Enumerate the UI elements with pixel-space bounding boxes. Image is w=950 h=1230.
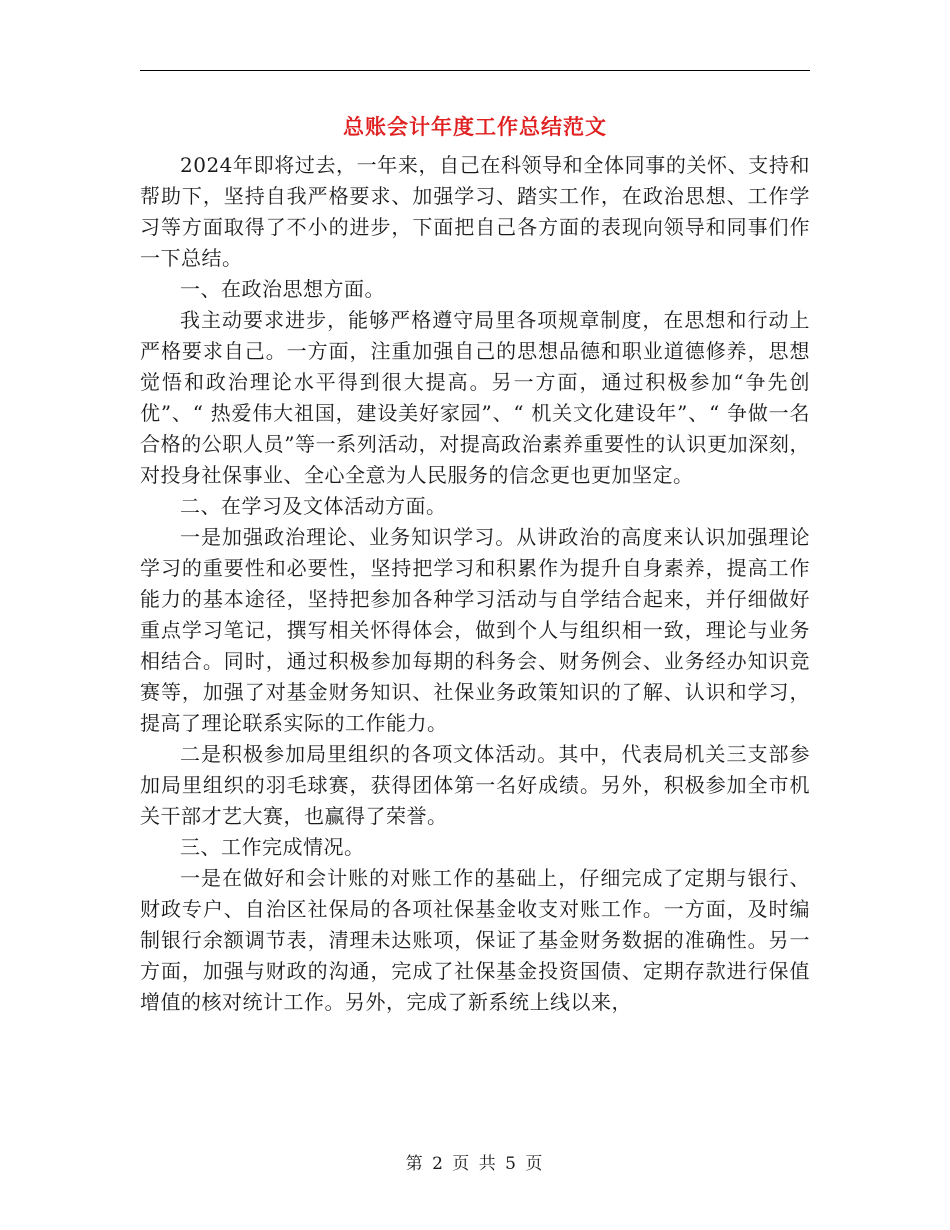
section-heading-study: 二、在学习及文体活动方面。 <box>180 494 447 518</box>
document-title: 总账会计年度工作总结范文 <box>343 115 607 139</box>
page-number: 第 2 页 共 5 页 <box>405 1154 545 1174</box>
paragraph-study-theory: 一是加强政治理论、业务知识学习。从讲政治的高度来认识加强理论学习的重要性和必要性，坚持把学习和积累作为提升自身素养，提高工作能力的基本途径，坚持把参加各种学习活动与自学结合起来，并仔细做好重点学习笔记，撰写相关怀得体会，做到个人与组织相一致，理论与业务相结合。同时，通过积极参加每期的科务会、财务例会、业务经办知识竞赛等，加强了对基金财务知识、社保业务政策知识的了解、认识和学习，提高了理论联系实际的工作能力。 <box>140 525 810 735</box>
section-heading-politics: 一、在政治思想方面。 <box>180 277 385 301</box>
section-heading-work: 三、工作完成情况。 <box>180 835 365 859</box>
header-rule <box>140 70 810 71</box>
paragraph-politics: 我主动要求进步，能够严格遵守局里各项规章制度，在思想和行动上严格要求自己。一方面，注重加强自己的思想品德和职业道德修养，思想觉悟和政治理论水平得到很大提高。另一方面，通过积极参加“争先创优”、“ 热爱伟大祖国，建设美好家园”、“ 机关文化建设年”、“ 争做一名合格的公职人员”等一系列活动，对提高政治素养重要性的认识更加深刻，对投身社保事业、全心全意为人民服务的信念更也更加坚定。 <box>140 308 810 487</box>
paragraph-study-activities: 二是积极参加局里组织的各项文体活动。其中，代表局机关三支部参加局里组织的羽毛球赛，获得团体第一名好成绩。另外，积极参加全市机关干部才艺大赛，也赢得了荣誉。 <box>140 742 810 828</box>
paragraph-work-reconciliation: 一是在做好和会计账的对账工作的基础上，仔细完成了定期与银行、财政专户、自治区社保局的各项社保基金收支对账工作。一方面，及时编制银行余额调节表，清理未达账项，保证了基金财务数据的准确性。另一方面，加强与财政的沟通，完成了社保基金投资国债、定期存款进行保值增值的核对统计工作。另外，完成了新系统上线以来， <box>140 866 810 1014</box>
document-body <box>140 150 810 1018</box>
paragraph-intro: 2024年即将过去，一年来，自己在科领导和全体同事的关怀、支持和帮助下，坚持自我严格要求、加强学习、踏实工作，在政治思想、工作学习等方面取得了不小的进步，下面把自己各方面的表现向领导和同事们作一下总结。 <box>140 153 810 270</box>
